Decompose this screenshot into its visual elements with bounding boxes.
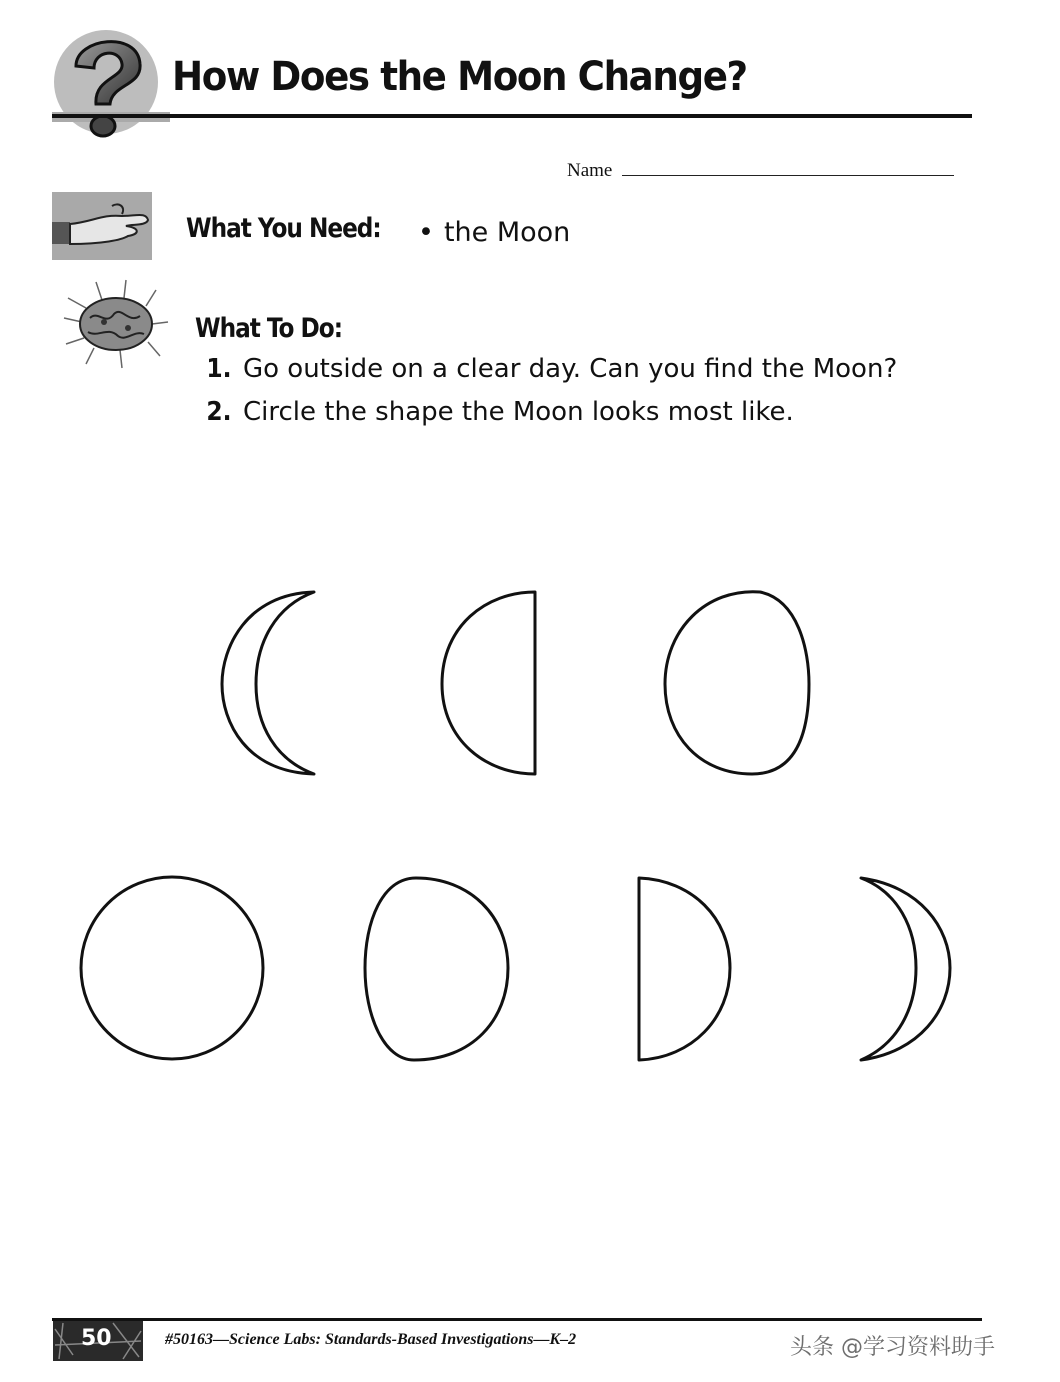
waning-gibbous-shape[interactable] <box>365 878 508 1060</box>
title-divider <box>52 114 972 118</box>
waxing-gibbous-shape[interactable] <box>665 592 809 774</box>
last-quarter-shape[interactable] <box>639 878 730 1060</box>
question-mark-icon <box>52 20 170 142</box>
name-label: Name <box>567 160 613 181</box>
footer-divider <box>52 1318 982 1321</box>
name-line[interactable] <box>622 157 954 176</box>
page-title: How Does the Moon Change? <box>172 54 747 100</box>
waxing-crescent-shape[interactable] <box>222 592 314 774</box>
need-list-item <box>418 217 570 248</box>
watermark: 头条 @学习资料助手 <box>790 1335 995 1360</box>
step-text: Circle the shape the Moon looks most like. <box>242 397 794 427</box>
hand-icon <box>52 192 152 260</box>
waning-crescent-shape[interactable] <box>861 878 950 1060</box>
page-number-badge <box>53 1321 143 1361</box>
moon-shapes <box>0 560 1060 1080</box>
first-quarter-shape[interactable] <box>442 592 535 774</box>
name-field[interactable] <box>567 157 954 182</box>
step-number: 1. <box>206 354 232 384</box>
what-to-do-heading: What To Do: <box>195 313 342 344</box>
bullet-icon: • <box>418 217 434 248</box>
what-you-need-heading: What You Need: <box>186 213 381 244</box>
page-number: 50 <box>81 1326 112 1351</box>
need-item-label: the Moon <box>443 217 571 248</box>
step-item <box>205 397 794 427</box>
book-title: #50163—Science Labs: Standards-Based Investigations—K–2 <box>165 1331 577 1348</box>
full-moon-shape[interactable] <box>81 877 263 1059</box>
step-number: 2. <box>206 397 232 427</box>
step-text: Go outside on a clear day. Can you find the Moon? <box>242 354 898 384</box>
step-item <box>205 354 897 384</box>
brain-icon <box>56 278 174 370</box>
